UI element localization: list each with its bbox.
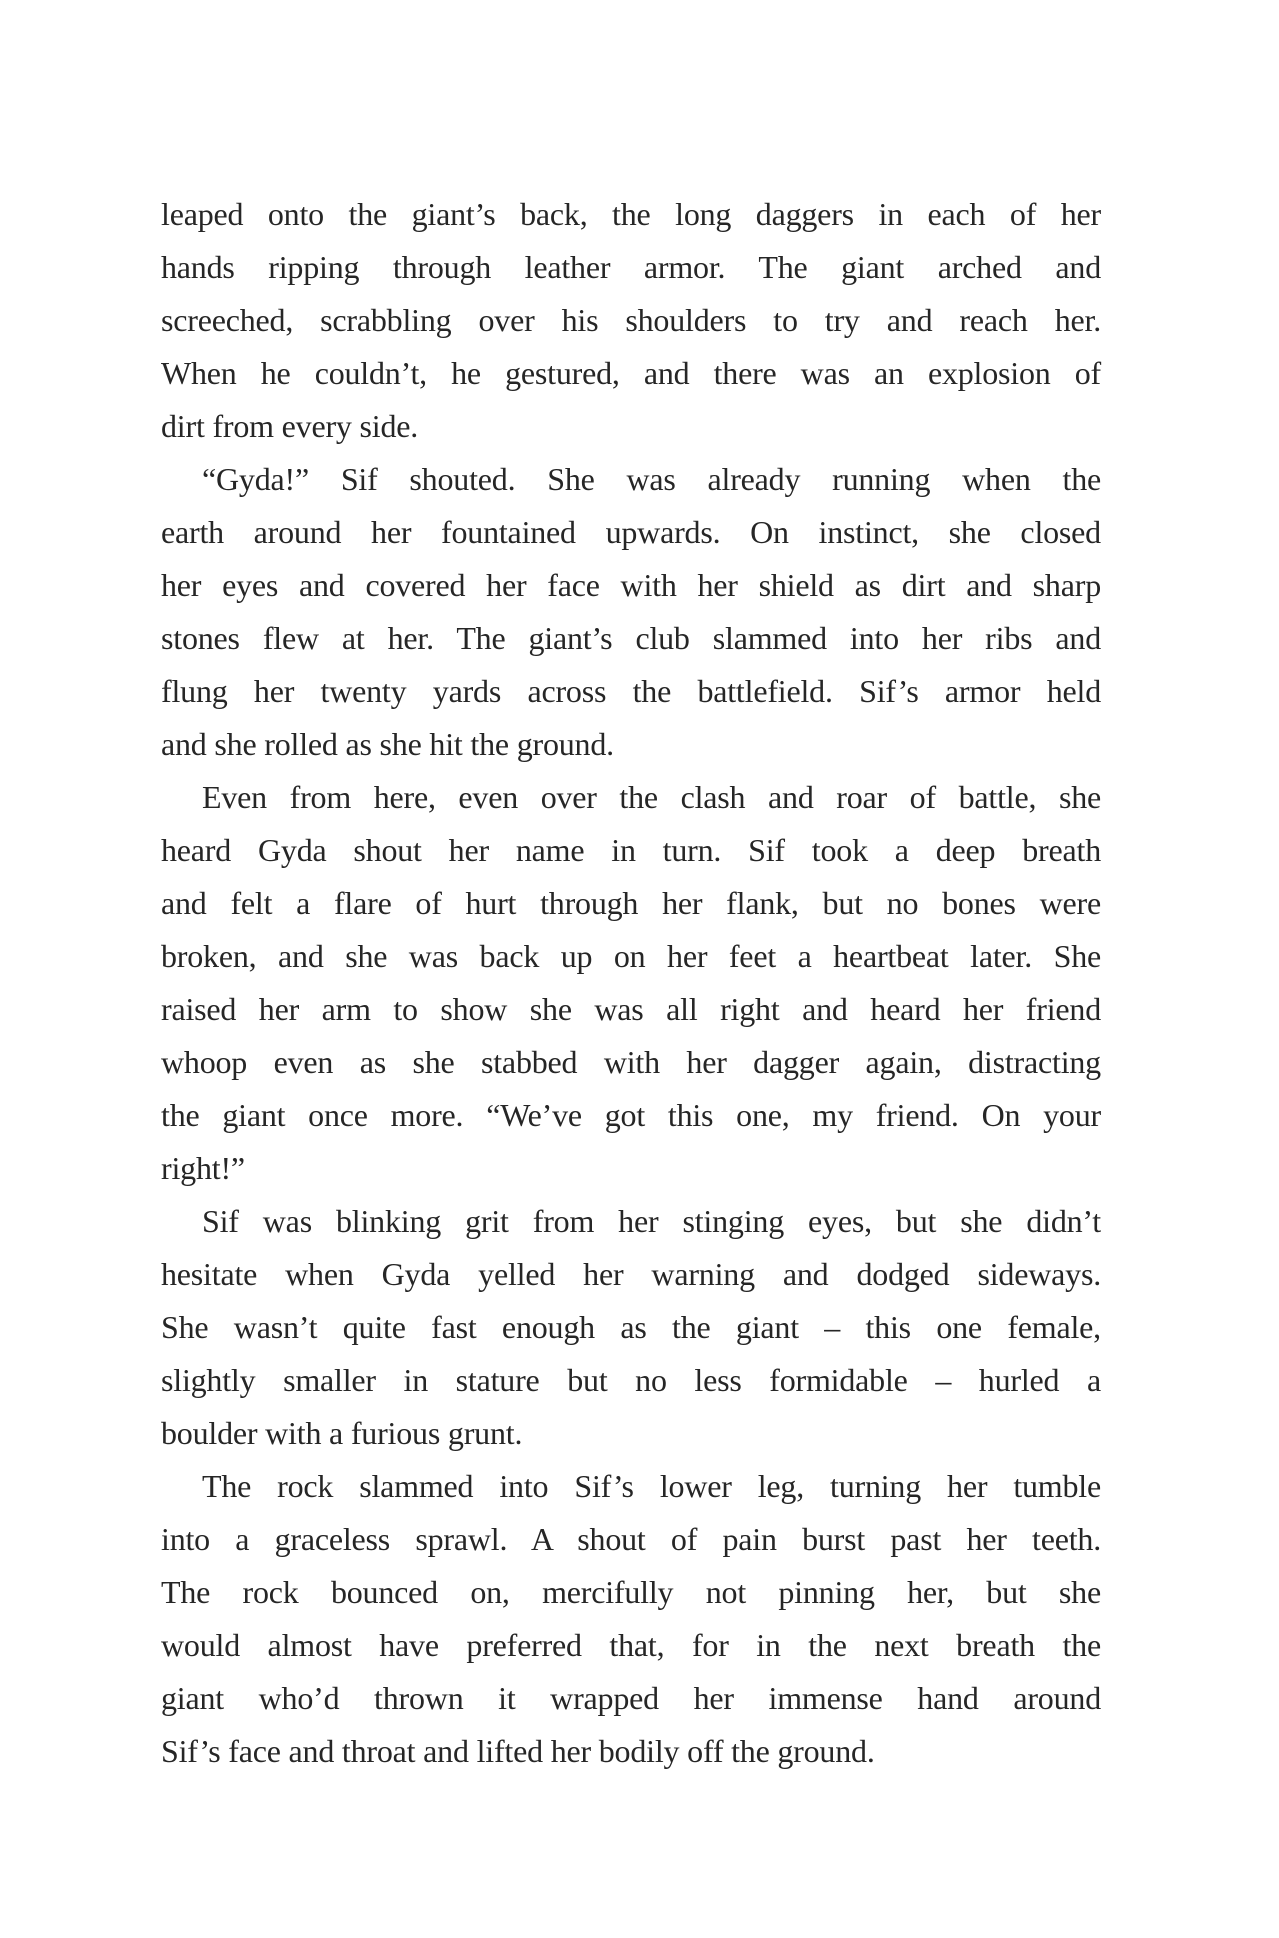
text-line: hesitate when Gyda yelled her warning and dodged sideways.	[161, 1256, 1101, 1292]
text-line: into a graceless sprawl. A shout of pain burst past her teeth.	[161, 1521, 1101, 1557]
text-line: and felt a flare of hurt through her flank, but no bones were	[161, 885, 1101, 921]
paragraph	[161, 453, 1101, 771]
text-line: giant who’d thrown it wrapped her immense hand around	[161, 1680, 1101, 1716]
text-column	[161, 188, 1101, 1778]
text-line: Sif was blinking grit from her stinging eyes, but she didn’t	[202, 1203, 1101, 1239]
text-line: boulder with a furious grunt.	[161, 1415, 523, 1451]
paragraph	[161, 771, 1101, 1195]
text-line: stones flew at her. The giant’s club slammed into her ribs and	[161, 620, 1101, 656]
text-line: and she rolled as she hit the ground.	[161, 726, 614, 762]
text-line: would almost have preferred that, for in the next breath the	[161, 1627, 1101, 1663]
text-line: leaped onto the giant’s back, the long daggers in each of her	[161, 196, 1101, 232]
text-line: broken, and she was back up on her feet a heartbeat later. She	[161, 938, 1101, 974]
text-line: screeched, scrabbling over his shoulders to try and reach her.	[161, 302, 1101, 338]
text-line: Even from here, even over the clash and roar of battle, she	[202, 779, 1101, 815]
paragraph	[161, 1460, 1101, 1778]
text-line: The rock bounced on, mercifully not pinning her, but she	[161, 1574, 1101, 1610]
text-line: The rock slammed into Sif’s lower leg, turning her tumble	[202, 1468, 1101, 1504]
text-line: When he couldn’t, he gestured, and there was an explosion of	[161, 355, 1101, 391]
text-line: hands ripping through leather armor. The giant arched and	[161, 249, 1101, 285]
text-line: dirt from every side.	[161, 408, 419, 444]
text-line: She wasn’t quite fast enough as the giant – this one female,	[161, 1309, 1101, 1345]
text-line: the giant once more. “We’ve got this one, my friend. On your	[161, 1097, 1101, 1133]
text-line: “Gyda!” Sif shouted. She was already running when the	[202, 461, 1101, 497]
text-line: slightly smaller in stature but no less formidable – hurled a	[161, 1362, 1101, 1398]
text-line: heard Gyda shout her name in turn. Sif took a deep breath	[161, 832, 1101, 868]
text-line: her eyes and covered her face with her shield as dirt and sharp	[161, 567, 1101, 603]
text-line: flung her twenty yards across the battlefield. Sif’s armor held	[161, 673, 1101, 709]
text-line: Sif’s face and throat and lifted her bodily off the ground.	[161, 1733, 875, 1769]
text-line: whoop even as she stabbed with her dagger again, distracting	[161, 1044, 1101, 1080]
paragraph	[161, 1195, 1101, 1460]
text-line: right!”	[161, 1150, 245, 1186]
text-line: raised her arm to show she was all right and heard her friend	[161, 991, 1101, 1027]
text-line: earth around her fountained upwards. On instinct, she closed	[161, 514, 1101, 550]
paragraph	[161, 188, 1101, 453]
